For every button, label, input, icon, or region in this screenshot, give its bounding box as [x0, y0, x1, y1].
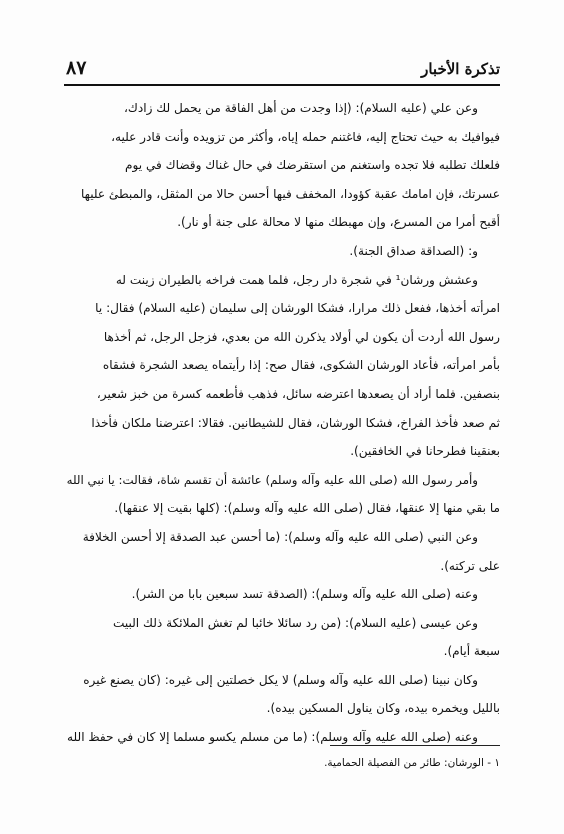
- text-line: ما بقي منها إلا عنقها، فقال (صلى الله عليه وآله وسلم): (كلها بقيت إلا عنقها).: [114, 501, 500, 516]
- text-line: ثم صعد فأخذ الفراخ، فشكا الورشان، فقال للشيطانين. فقالا: اعترضنا ملكان فأخذا: [91, 415, 500, 430]
- text-line: وعنه (صلى الله عليه وآله وسلم): (ما من مسلم يكسو مسلما إلا كان في حفظ الله: [67, 730, 478, 745]
- text-line: وعشش ورشان¹ في شجرة دار رجل، فلما همت فراخه بالطيران زينت له: [115, 272, 478, 287]
- text-line: رسول الله أردت أن يكون لي أولاد يذكرن الله من بعدي، فزجل الرجل، ثم أخذها: [103, 329, 500, 344]
- text-line: وكان نبينا (صلى الله عليه وآله وسلم) لا يكل خصلتين إلى غيره: (كان يصنع غيره: [83, 672, 478, 687]
- text-line: بالليل ويخمره بيده، وكان يناول المسكين بيده).: [266, 701, 500, 716]
- text-line: فلعلك تطلبه فلا تجده واستغنم من استقرضك في حال غناك وقضاك في يوم: [125, 158, 500, 173]
- text-line: بأمر امرأته، فأعاد الورشان الشكوى، فقال صح: إذا رأيتماه يصعد الشجرة فشقاه: [102, 358, 500, 373]
- text-line: وعن عيسى (عليه السلام): (من رد سائلا خائبا لم تغش الملائكة ذلك البيت: [112, 615, 478, 630]
- text-line: وعن علي (عليه السلام): (إذا وجدت من أهل الفاقة من يحمل لك زادك،: [123, 101, 478, 115]
- text-line: سبعة أيام).: [443, 644, 500, 659]
- text-line: وأمر رسول الله (صلى الله عليه وآله وسلم) عائشة أن تقسم شاة، فقالت: يا نبي الله: [66, 472, 478, 487]
- text-line: بنصفين. فلما أراد أن يصعدها اعترضه سائل، فذهب فأطعمه كسرة من خبز شعير،: [96, 386, 500, 401]
- text-line: على تركته).: [440, 558, 500, 573]
- text-line: امرأته أخذها، ففعل ذلك مرارا، فشكا الورشان إلى سليمان (عليه السلام) فقال: يا: [95, 301, 500, 316]
- running-title: تذكرة الأخبار: [421, 60, 500, 78]
- page-header: [64, 50, 500, 86]
- footnote-divider: [330, 745, 500, 746]
- text-line: و: (الصداقة صداق الجنة).: [349, 243, 478, 258]
- text-line: وعن النبي (صلى الله عليه وآله وسلم): (ما أحسن عبد الصدقة إلا أحسن الخلافة: [82, 529, 478, 544]
- text-line: بعنقينا فطرحانا في الخافقين).: [350, 444, 500, 459]
- footnote: ١ - الورشان: طائر من الفصيلة الحمامية.: [324, 757, 500, 769]
- text-line: فيوافيك به حيث تحتاج إليه، فاغتنم حمله إياه، وأكثر من تزويده وأنت قادر عليه،: [111, 129, 500, 144]
- text-line: عسرتك، فإن امامك عقبة كؤودا، المخفف فيها أحسن حالا من المثقل، والمبطئ عليها: [80, 186, 500, 201]
- page-number: ٨٧: [66, 57, 87, 79]
- body-text: [64, 94, 500, 752]
- text-line: أقبح أمرا من المسرع، وإن مهبطك منها لا محالة على جنة أو نار).: [177, 215, 500, 230]
- text-line: وعنه (صلى الله عليه وآله وسلم): (الصدقة تسد سبعين بابا من الشر).: [131, 587, 478, 602]
